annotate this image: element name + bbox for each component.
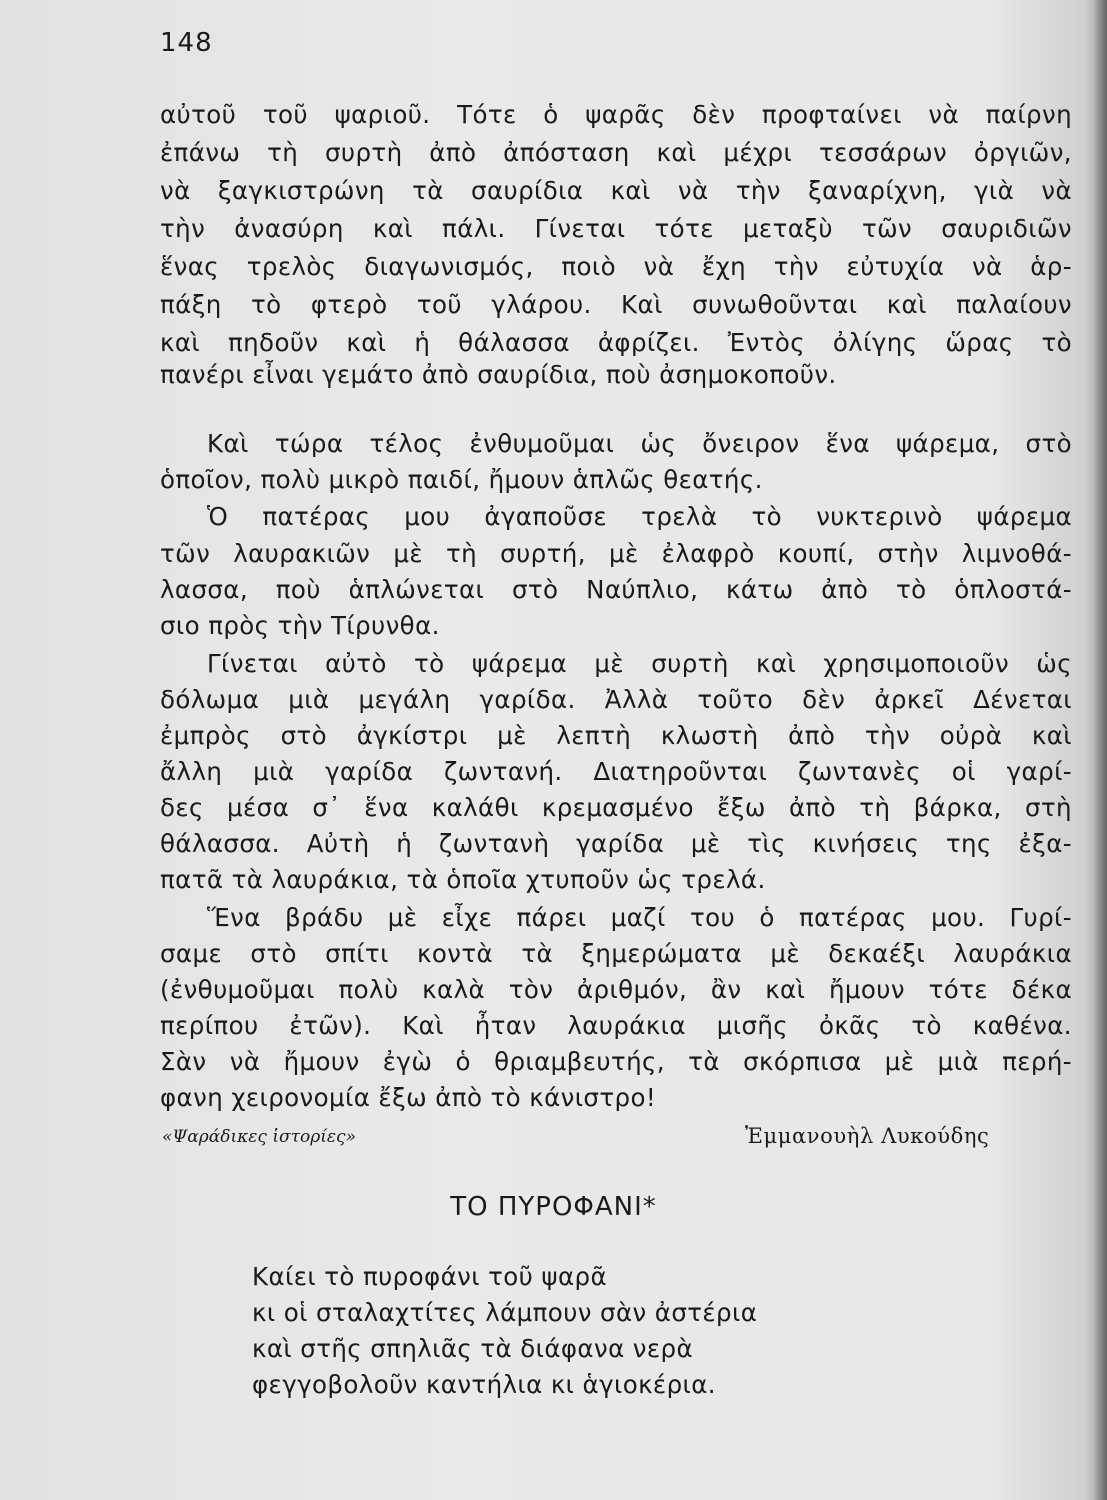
text-line: δες μέσα σ᾿ ἕνα καλάθι κρεμασμένο ἔξω ἀπὸ τὴ βάρκα, στὴ — [160, 793, 1072, 822]
text-line: Ὁ πατέρας μου ἀγαποῦσε τρελὰ τὸ νυκτερινὸ ψάρεμα — [207, 502, 1072, 531]
text-line: πανέρι εἶναι γεμάτο ἀπὸ σαυρίδια, ποὺ ἀσημοκοποῦν. — [160, 360, 837, 389]
page-number: 148 — [160, 28, 213, 58]
text-line: ἐπάνω τὴ συρτὴ ἀπὸ ἀπόσταση καὶ μέχρι τεσσάρων ὀργιῶν, — [160, 138, 1072, 167]
text-line: ἄλλη μιὰ γαρίδα ζωντανή. Διατηροῦνται ζωντανὲς οἱ γαρί- — [160, 757, 1072, 786]
text-line: αὐτοῦ τοῦ ψαριοῦ. Τότε ὁ ψαρᾶς δὲν προφταίνει νὰ παίρνη — [160, 100, 1072, 129]
poem-line: κι οἱ σταλαχτίτες λάμπουν σὰν ἀστέρια — [252, 1298, 758, 1327]
text-line: τῶν λαυρακιῶν μὲ τὴ συρτή, μὲ ἐλαφρὸ κουπί, στὴν λιμνοθά- — [160, 539, 1072, 568]
page-edge-shadow — [1093, 0, 1107, 1500]
author-name: Ἐμμανουὴλ Λυκούδης — [745, 1124, 990, 1148]
text-line: (ἐνθυμοῦμαι πολὺ καλὰ τὸν ἀριθμόν, ἂν καὶ ἤμουν τότε δέκα — [160, 975, 1072, 1004]
text-line: Σὰν νὰ ἤμουν ἐγὼ ὁ θριαμβευτής, τὰ σκόρπισα μὲ μιὰ περή- — [160, 1047, 1072, 1076]
text-line: ἐμπρὸς στὸ ἀγκίστρι μὲ λεπτὴ κλωστὴ ἀπὸ τὴν οὐρὰ καὶ — [160, 721, 1072, 750]
text-line: καὶ πηδοῦν καὶ ἡ θάλασσα ἀφρίζει. Ἐντὸς ὀλίγης ὥρας τὸ — [160, 328, 1072, 357]
text-line: Ἕνα βράδυ μὲ εἶχε πάρει μαζί του ὁ πατέρας μου. Γυρί- — [207, 903, 1072, 932]
text-line: ὁποῖον, πολὺ μικρὸ παιδί, ἤμουν ἁπλῶς θεατής. — [160, 465, 763, 494]
text-line: πάξη τὸ φτερὸ τοῦ γλάρου. Καὶ συνωθοῦνται καὶ παλαίουν — [160, 290, 1072, 319]
text-line: Γίνεται αὐτὸ τὸ ψάρεμα μὲ συρτὴ καὶ χρησιμοποιοῦν ὡς — [207, 649, 1072, 678]
text-line: τὴν ἀνασύρη καὶ πάλι. Γίνεται τότε μεταξὺ τῶν σαυριδιῶν — [160, 214, 1072, 243]
text-line: σαμε στὸ σπίτι κοντὰ τὰ ξημερώματα μὲ δεκαέξι λαυράκια — [160, 939, 1072, 968]
poem-line: καὶ στῆς σπηλιᾶς τὰ διάφανα νερὰ — [252, 1334, 694, 1363]
text-line: σιο πρὸς τὴν Τίρυνθα. — [160, 611, 440, 640]
text-line: περίπου ἐτῶν). Καὶ ἦταν λαυράκια μισῆς ὀκᾶς τὸ καθένα. — [160, 1011, 1072, 1040]
poem-line: φεγγοβολοῦν καντήλια κι ἁγιοκέρια. — [252, 1370, 716, 1399]
poem-line: Καίει τὸ πυροφάνι τοῦ ψαρᾶ — [252, 1262, 608, 1291]
text-line: λασσα, ποὺ ἁπλώνεται στὸ Ναύπλιο, κάτω ἀπὸ τὸ ὁπλοστά- — [160, 575, 1072, 604]
text-line: φανη χειρονομία ἔξω ἀπὸ τὸ κάνιστρο! — [160, 1083, 657, 1112]
text-line: θάλασσα. Αὐτὴ ἡ ζωντανὴ γαρίδα μὲ τὶς κινήσεις της ἐξα- — [160, 829, 1072, 858]
text-line: πατᾶ τὰ λαυράκια, τὰ ὁποῖα χτυποῦν ὡς τρελά. — [160, 865, 766, 894]
text-line: ἕνας τρελὸς διαγωνισμός, ποιὸ νὰ ἔχη τὴν εὐτυχία νὰ ἁρ- — [160, 252, 1072, 281]
text-line: Καὶ τώρα τέλος ἐνθυμοῦμαι ὡς ὄνειρον ἕνα ψάρεμα, στὸ — [207, 429, 1072, 458]
text-line: δόλωμα μιὰ μεγάλη γαρίδα. Ἀλλὰ τοῦτο δὲν ἀρκεῖ Δένεται — [160, 685, 1072, 714]
poem-title: ΤΟ ΠΥΡΟΦΑΝΙ* — [450, 1192, 657, 1222]
text-line: νὰ ξαγκιστρώνη τὰ σαυρίδια καὶ νὰ τὴν ξαναρίχνη, γιὰ νὰ — [160, 176, 1072, 205]
source-citation: «Ψαράδικες ἱστορίες» — [162, 1127, 356, 1147]
